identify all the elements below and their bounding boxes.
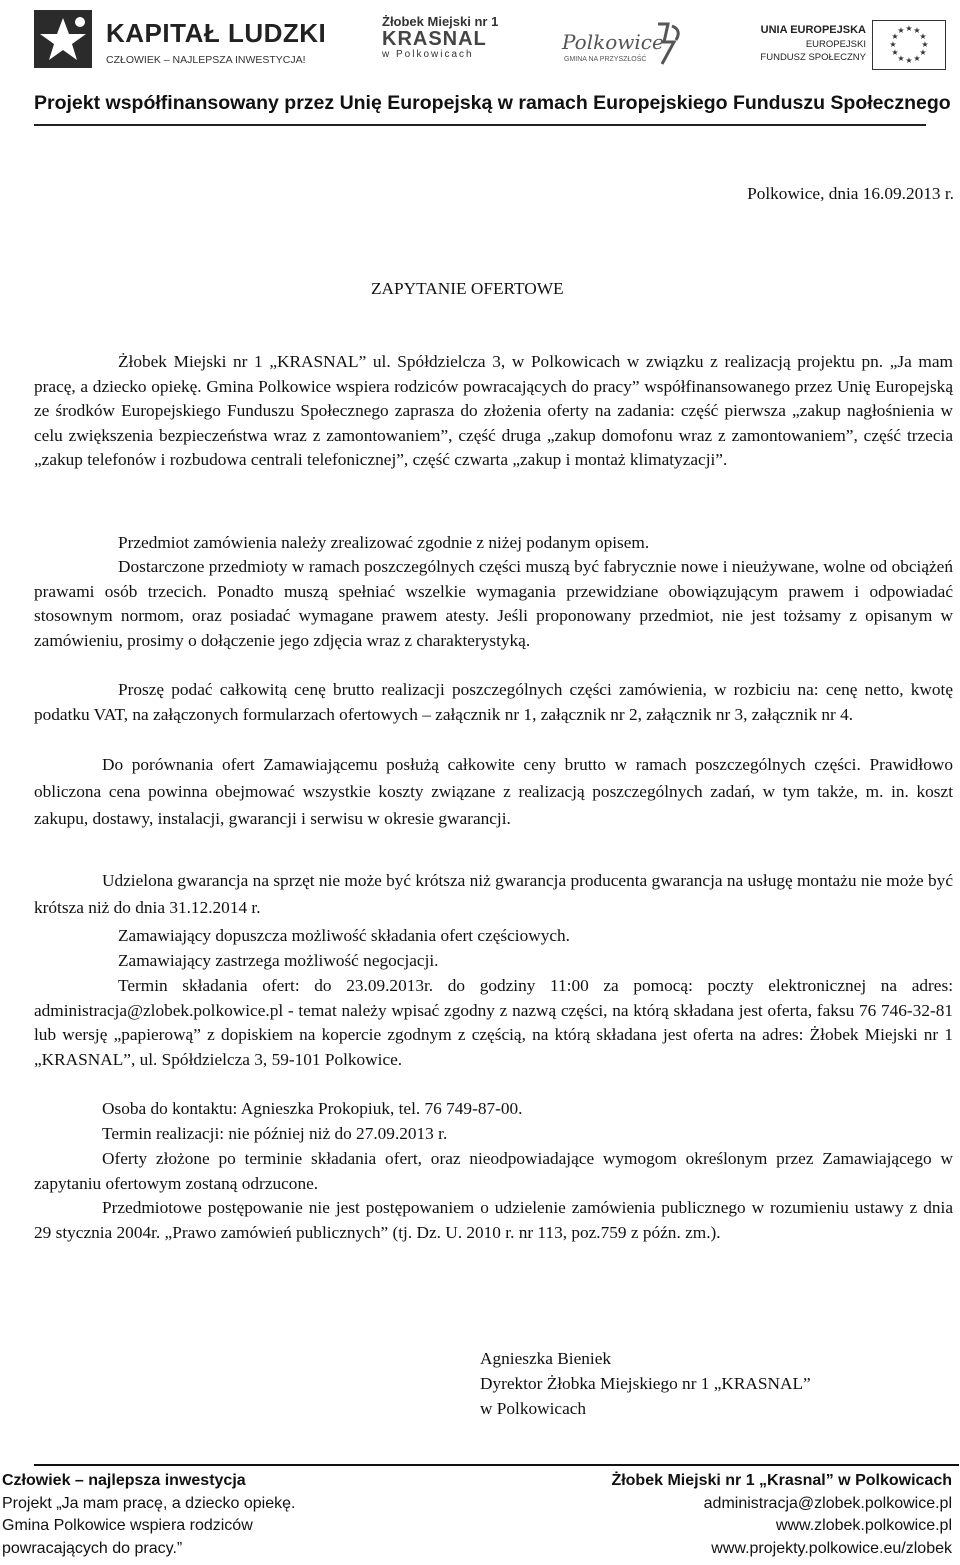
signature-role: Dyrektor Żłobka Miejskiego nr 1 „KRASNAL” bbox=[480, 1374, 811, 1393]
footer-left-line2: Projekt „Ja mam pracę, a dziecko opiekę. bbox=[2, 1494, 296, 1512]
eu-logo-line2: EUROPEJSKI bbox=[805, 39, 866, 50]
polkowice-logo-name: Polkowice bbox=[562, 30, 664, 54]
kapital-ludzki-logo bbox=[34, 10, 327, 72]
signature-block bbox=[480, 1346, 811, 1421]
paragraph-price: Proszę podać całkowitą cenę brutto realizacji poszczególnych części zamówienia, w rozbiciu na: cenę netto, kwotę podatku VAT, na załączonych formularzach ofertowych – załącznik nr 1, załącznik nr 2, załącznik nr 3, załącznik nr 4. bbox=[34, 680, 953, 724]
project-cofinancing-line: Projekt współfinansowany przez Unię Europejską w ramach Europejskiego Funduszu Społecznego bbox=[34, 92, 951, 114]
paragraph-partial-offers: Zamawiający dopuszcza możliwość składania ofert częściowych. bbox=[118, 926, 570, 945]
eu-logo-line3: FUNDUSZ SPOŁECZNY bbox=[760, 52, 866, 63]
kapital-ludzki-subtitle: CZŁOWIEK – NAJLEPSZA INWESTYCJA! bbox=[106, 54, 306, 66]
footer-left bbox=[2, 1470, 295, 1560]
svg-text:★: ★ bbox=[905, 56, 913, 65]
footer-left-line3: Gmina Polkowice wspiera rodziców bbox=[2, 1517, 253, 1534]
eu-logo bbox=[756, 14, 946, 70]
paragraph-realization: Termin realizacji: nie później niż do 27.09.2013 r. bbox=[102, 1124, 448, 1143]
paragraph-legal: Przedmiotowe postępowanie nie jest postępowaniem o udzielenie zamówienia publicznego w rozumieniu ustawy z dnia 29 stycznia 2004r. „Prawo zamówień publicznych” (tj. Dz. U. 2010 r. nr 113, poz.759 z późn. zm.). bbox=[34, 1198, 953, 1242]
paragraph-subject: Przedmiot zamówienia należy zrealizować zgodnie z niżej podanym opisem. bbox=[118, 533, 650, 552]
footer-divider bbox=[34, 1464, 959, 1466]
krasnal-logo-line1: Żłobek Miejski nr 1 bbox=[382, 14, 499, 29]
paragraph-rejection: Oferty złożone po terminie składania ofert, oraz nieodpowiadające wymogom określonym przez Zamawiającego w zapytaniu ofertowym zostaną odrzucone. bbox=[34, 1149, 953, 1193]
polkowice-logo bbox=[562, 18, 682, 68]
polkowice-mark-icon bbox=[654, 20, 684, 66]
footer-left-title: Człowiek – najlepsza inwestycja bbox=[2, 1472, 246, 1489]
header-divider bbox=[34, 124, 926, 126]
krasnal-logo bbox=[382, 14, 499, 70]
signature-place: w Polkowicach bbox=[480, 1399, 587, 1418]
paragraph-negotiations: Zamawiający zastrzega możliwość negocjacji. bbox=[118, 951, 439, 970]
signature-name: Agnieszka Bieniek bbox=[480, 1349, 612, 1368]
date-line: Polkowice, dnia 16.09.2013 r. bbox=[747, 184, 954, 203]
svg-text:★: ★ bbox=[913, 26, 921, 35]
svg-text:★: ★ bbox=[913, 54, 921, 63]
svg-text:★: ★ bbox=[897, 54, 905, 63]
footer-projects-link[interactable]: www.projekty.polkowice.eu/zlobek bbox=[711, 1539, 952, 1557]
svg-text:★: ★ bbox=[905, 24, 913, 33]
paragraph-items-requirements: Dostarczone przedmioty w ramach poszczególnych części muszą być fabrycznie nowe i nieużywane, wolne od obciążeń prawami osób trzecich. Ponadto muszą spełniać wszelkie wymagania przewidziane obowiązującym prawem i odpowiadać stosownym normom, oraz posiadać wymagane prawem atesty. Jeśli proponowany przedmiot, nie jest tożsamy z opisanym w zamówieniu, prosimy o dołączenie jego zdjęcia wraz z charakterystyką. bbox=[34, 557, 953, 650]
svg-text:★: ★ bbox=[897, 26, 905, 35]
paragraph-comparison: Do porównania ofert Zamawiającemu posłużą całkowite ceny brutto w ramach poszczególnych części. Prawidłowo obliczona cena powinna obejmować wszystkie koszty związane z realizacją poszczególnych zadań, w tym także, m. in. koszt zakupu, dostawy, instalacji, gwarancji i serwisu w okresie gwarancji. bbox=[34, 755, 953, 828]
svg-text:★: ★ bbox=[891, 32, 899, 41]
paragraph-contact: Osoba do kontaktu: Agnieszka Prokopiuk, tel. 76 749-87-00. bbox=[102, 1099, 523, 1118]
paragraph-deadline: Termin składania ofert: do 23.09.2013r. do godziny 11:00 za pomocą: poczty elektronicznej na adres: administracja@zlobek.polkowice.pl - temat należy wpisać zgodny z nazwą części, na którą składana jest oferta, faksu 76 746-32-81 lub wersję „papierową” z dopiskiem na kopercie zgodnym z częścią, na którą składana jest oferta na adres: Żłobek Miejski nr 1 „KRASNAL”, ul. Spółdzielcza 3, 59-101 Polkowice. bbox=[34, 976, 953, 1069]
footer-website-link[interactable]: www.zlobek.polkowice.pl bbox=[775, 1517, 952, 1534]
footer-right bbox=[611, 1470, 952, 1560]
svg-text:★: ★ bbox=[921, 40, 929, 49]
svg-text:★: ★ bbox=[919, 48, 927, 57]
svg-text:★: ★ bbox=[889, 40, 897, 49]
footer-right-title: Żłobek Miejski nr 1 „Krasnal” w Polkowicach bbox=[611, 1472, 952, 1489]
krasnal-logo-line2: KRASNAL bbox=[382, 28, 487, 50]
eu-logo-title: UNIA EUROPEJSKA bbox=[760, 24, 866, 36]
krasnal-logo-line3: w Polkowicach bbox=[382, 49, 474, 60]
footer-left-line4: powracających do pracy.” bbox=[2, 1539, 183, 1557]
svg-text:★: ★ bbox=[891, 48, 899, 57]
kapital-ludzki-title: KAPITAŁ LUDZKI bbox=[106, 18, 327, 48]
polkowice-logo-tagline: GMINA NA PRZYSZŁOŚĆ bbox=[564, 56, 647, 63]
document-title: ZAPYTANIE OFERTOWE bbox=[371, 279, 564, 298]
eu-flag-icon bbox=[872, 20, 946, 70]
svg-text:★: ★ bbox=[919, 32, 927, 41]
paragraph-intro: Żłobek Miejski nr 1 „KRASNAL” ul. Spółdzielcza 3, w Polkowicach w związku z realizacją projektu pn. „Ja mam pracę, a dziecko opiekę. Gmina Polkowice wspiera rodziców powracających do pracy” współfinansowanego przez Unię Europejską ze środków Europejskiego Funduszu Społecznego zaprasza do złożenia oferty na zadania: część pierwsza „zakup nagłośnienia w celu zwiększenia bezpieczeństwa wraz z zamontowaniem”, część druga „zakup domofonu wraz z zamontowaniem”, część trzecia „zakup telefonów i rozbudowa centrali telefonicznej”, część czwarta „zakup i montaż klimatyzacji”. bbox=[34, 352, 953, 470]
eu-logo-subtitle bbox=[760, 38, 866, 64]
footer-email-link[interactable]: administracja@zlobek.polkowice.pl bbox=[703, 1494, 952, 1512]
kapital-ludzki-emblem-icon bbox=[34, 10, 92, 68]
paragraph-warranty: Udzielona gwarancja na sprzęt nie może być krótsza niż gwarancja producenta gwarancja na usługę montażu nie może być krótsza niż do dnia 31.12.2014 r. bbox=[34, 871, 953, 917]
